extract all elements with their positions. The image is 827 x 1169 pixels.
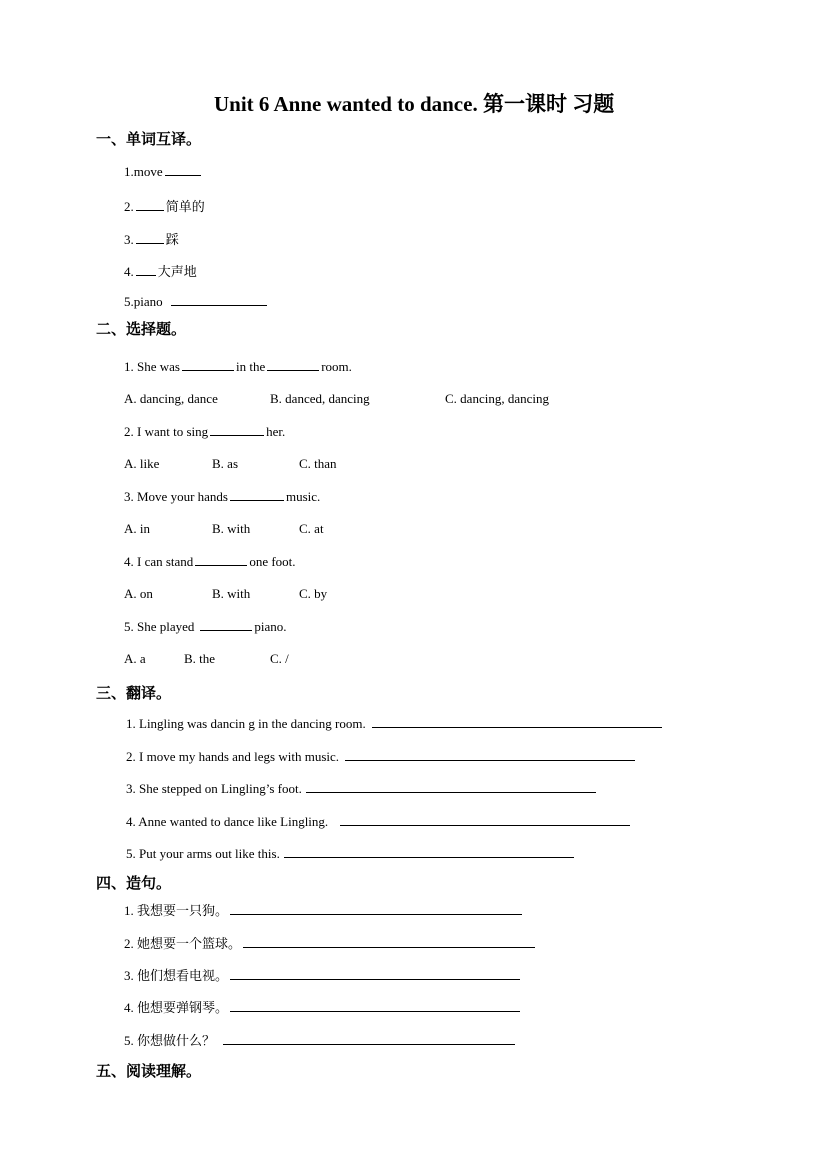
- mc-q2-option-c[interactable]: C. than: [299, 456, 337, 471]
- mc-q1-part-c: room.: [321, 359, 352, 374]
- mc-q3-part-b: music.: [286, 489, 321, 504]
- answer-blank[interactable]: [165, 174, 201, 176]
- mc-q2-part-b: her.: [266, 424, 286, 439]
- answer-line[interactable]: [345, 759, 635, 761]
- vocab-item-2-number: 2.: [124, 199, 134, 214]
- vocab-item-4-word: 大声地: [157, 264, 197, 279]
- section-heading-2: 二、选择题。: [96, 322, 187, 338]
- answer-line[interactable]: [223, 1043, 515, 1045]
- mc-q4-part-a: 4. I can stand: [124, 554, 194, 569]
- answer-blank[interactable]: [267, 369, 319, 371]
- translation-item-3-text: 3. She stepped on Lingling’s foot.: [126, 781, 302, 796]
- translation-item-1: [126, 716, 664, 732]
- vocab-item-4: [124, 261, 197, 280]
- section-heading-3: 三、翻译。: [96, 686, 172, 702]
- sentence-item-5: [124, 1030, 517, 1049]
- section-heading-4: 四、造句。: [96, 876, 172, 892]
- translation-item-2: [126, 749, 637, 765]
- mc-q1-option-b[interactable]: B. danced, dancing: [270, 391, 370, 406]
- mc-q4-option-a[interactable]: A. on: [124, 586, 153, 601]
- vocab-item-2-word: 简单的: [165, 199, 205, 214]
- mc-q3-part-a: 3. Move your hands: [124, 489, 228, 504]
- mc-question-4: [124, 554, 296, 570]
- sentence-item-1: [124, 900, 524, 919]
- mc-q2-part-a: 2. I want to sing: [124, 424, 209, 439]
- mc-q4-part-b: one foot.: [249, 554, 296, 569]
- sentence-item-5-text: 5. 你想做什么？: [124, 1033, 216, 1048]
- answer-line[interactable]: [284, 856, 574, 858]
- answer-line[interactable]: [340, 824, 630, 826]
- answer-blank[interactable]: [210, 434, 264, 436]
- answer-line[interactable]: [230, 913, 522, 915]
- mc-q5-option-b[interactable]: B. the: [184, 651, 216, 666]
- vocab-item-1-word: 1.move: [124, 164, 163, 179]
- vocab-item-5: [124, 294, 269, 310]
- mc-question-2: [124, 424, 285, 440]
- section-heading-5: 五、阅读理解。: [96, 1064, 202, 1080]
- mc-q5-option-c[interactable]: C. /: [270, 651, 289, 666]
- answer-blank[interactable]: [136, 274, 156, 276]
- mc-q5-part-b: piano.: [254, 619, 287, 634]
- translation-item-5: [126, 846, 576, 862]
- section-heading-1: 一、单词互译。: [96, 132, 202, 148]
- answer-line[interactable]: [372, 726, 662, 728]
- mc-q5-part-a: 5. She played: [124, 619, 195, 634]
- mc-q3-option-a[interactable]: A. in: [124, 521, 150, 536]
- translation-item-4: [126, 814, 632, 830]
- answer-line[interactable]: [230, 978, 520, 980]
- sentence-item-3: [124, 965, 522, 984]
- answer-blank[interactable]: [195, 564, 247, 566]
- mc-q4-option-c[interactable]: C. by: [299, 586, 328, 601]
- sentence-item-2-text: 2. 她想要一个篮球。: [124, 936, 242, 951]
- answer-blank[interactable]: [171, 304, 267, 306]
- mc-q4-option-b[interactable]: B. with: [212, 586, 251, 601]
- mc-q1-part-a: 1. She was: [124, 359, 180, 374]
- vocab-item-1: [124, 164, 203, 180]
- translation-item-1-text: 1. Lingling was dancin g in the dancing room.: [126, 716, 366, 731]
- answer-blank[interactable]: [200, 629, 252, 631]
- page-title: Unit 6 Anne wanted to dance. 第一课时 习题: [214, 92, 615, 116]
- translation-item-3: [126, 781, 598, 797]
- sentence-item-2: [124, 933, 537, 952]
- sentence-item-3-text: 3. 他们想看电视。: [124, 968, 229, 983]
- sentence-item-1-text: 1. 我想要一只狗。: [124, 903, 229, 918]
- mc-q5-option-a[interactable]: A. a: [124, 651, 146, 666]
- vocab-item-3: [124, 229, 179, 248]
- vocab-item-3-word: 踩: [165, 232, 179, 247]
- mc-question-1: [124, 359, 352, 375]
- mc-q3-option-b[interactable]: B. with: [212, 521, 251, 536]
- mc-q2-option-a[interactable]: A. like: [124, 456, 160, 471]
- vocab-item-3-number: 3.: [124, 232, 134, 247]
- vocab-item-5-word: 5.piano: [124, 294, 163, 309]
- answer-blank[interactable]: [230, 499, 284, 501]
- sentence-item-4: [124, 997, 522, 1016]
- sentence-item-4-text: 4. 他想要弹钢琴。: [124, 1000, 229, 1015]
- translation-item-4-text: 4. Anne wanted to dance like Lingling.: [126, 814, 329, 829]
- answer-blank[interactable]: [136, 242, 164, 244]
- answer-blank[interactable]: [182, 369, 234, 371]
- mc-q1-option-a[interactable]: A. dancing, dance: [124, 391, 218, 406]
- answer-line[interactable]: [243, 946, 535, 948]
- mc-q1-option-c[interactable]: C. dancing, dancing: [445, 391, 549, 406]
- mc-q1-part-b: in the: [235, 359, 266, 374]
- mc-question-3: [124, 489, 320, 505]
- mc-q2-option-b[interactable]: B. as: [212, 456, 238, 471]
- mc-question-5: [124, 619, 287, 635]
- answer-line[interactable]: [306, 791, 596, 793]
- answer-line[interactable]: [230, 1010, 520, 1012]
- vocab-item-2: [124, 196, 205, 215]
- answer-blank[interactable]: [136, 209, 164, 211]
- translation-item-2-text: 2. I move my hands and legs with music.: [126, 749, 340, 764]
- vocab-item-4-number: 4.: [124, 264, 134, 279]
- mc-q3-option-c[interactable]: C. at: [299, 521, 324, 536]
- translation-item-5-text: 5. Put your arms out like this.: [126, 846, 280, 861]
